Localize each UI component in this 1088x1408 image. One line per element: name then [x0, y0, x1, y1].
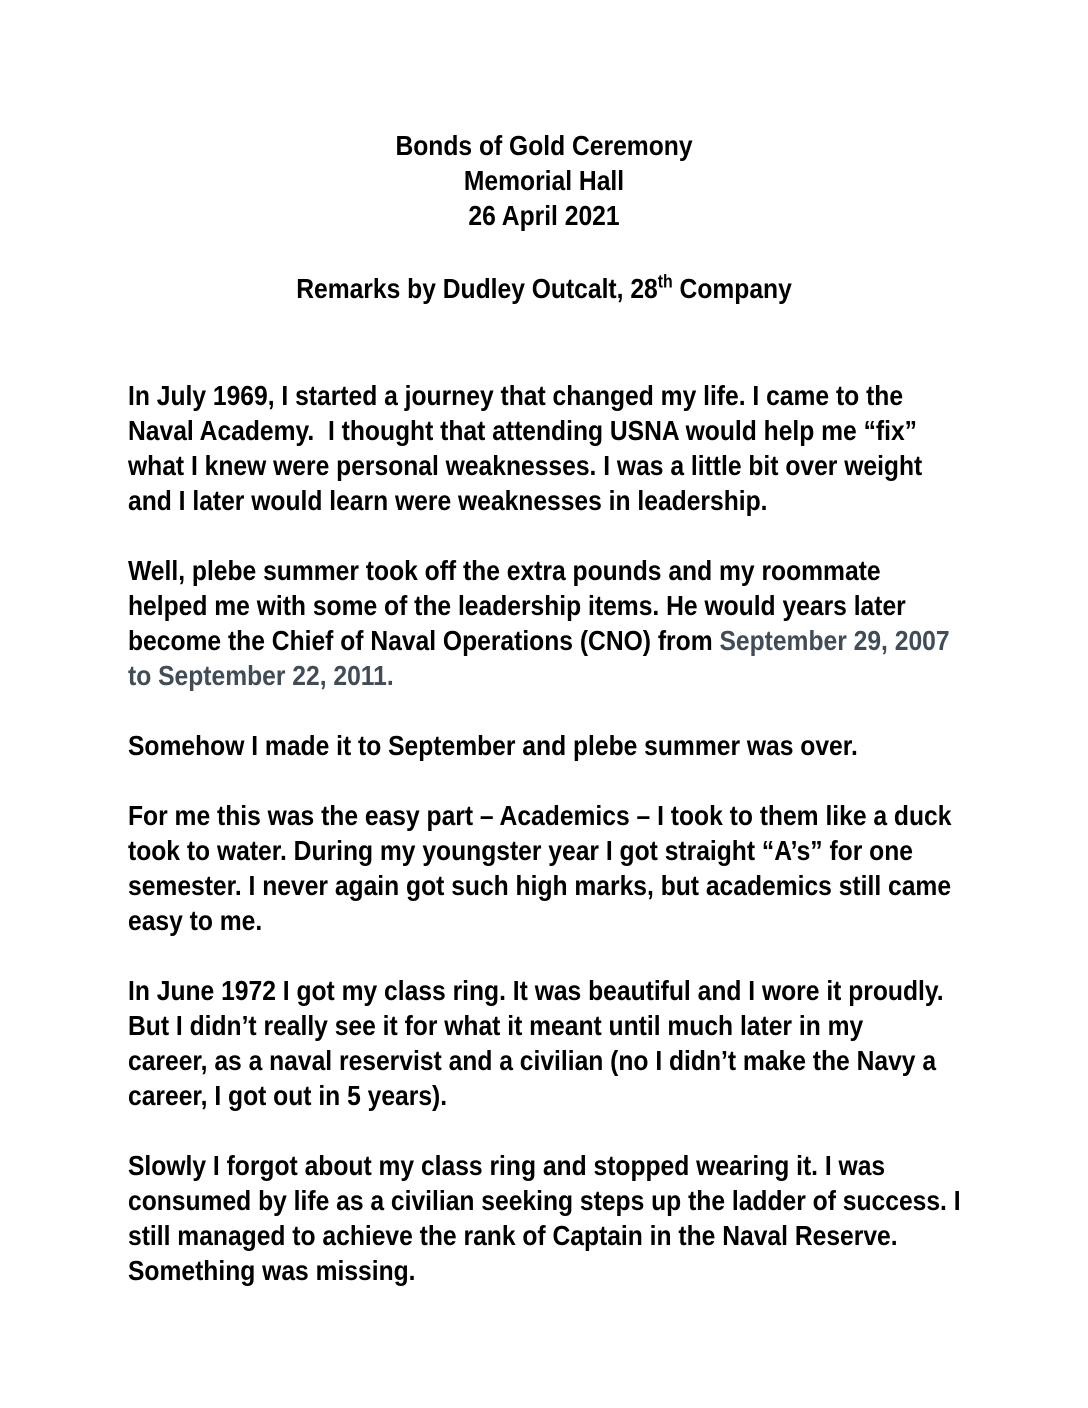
- text-line: [128, 1183, 973, 1218]
- paragraph: [128, 798, 1088, 938]
- text-line: [128, 378, 973, 413]
- text-line: [128, 728, 973, 763]
- body-text-run: Naval Academy. I thought that attending USNA would help me “fix”: [128, 415, 918, 446]
- paragraph: [128, 1148, 1088, 1288]
- body-text-run: For me this was the easy part – Academics – I took to them like a duck: [128, 800, 952, 831]
- document-body: [0, 378, 1088, 1288]
- document-title: Bonds of Gold Ceremony: [395, 130, 693, 161]
- text-line: [128, 1253, 973, 1288]
- body-text-run: But I didn’t really see it for what it meant until much later in my: [128, 1010, 864, 1041]
- text-line: [128, 658, 973, 693]
- text-line: [128, 1078, 973, 1113]
- text-line: [128, 1008, 973, 1043]
- text-line: [128, 413, 973, 448]
- paragraph: [128, 973, 1088, 1113]
- text-line: [128, 868, 973, 903]
- body-text-run: easy to me.: [128, 905, 263, 936]
- remarks-byline: [65, 271, 1022, 306]
- text-line: [128, 623, 973, 658]
- remarks-text-pre: Remarks by Dudley Outcalt, 28: [296, 273, 658, 304]
- text-line: [128, 833, 973, 868]
- accent-date-text: to September 22, 2011.: [128, 660, 394, 691]
- text-line: [128, 1148, 973, 1183]
- paragraph: [128, 728, 1088, 763]
- body-text-run: consumed by life as a civilian seeking steps up the ladder of success. I: [128, 1185, 961, 1216]
- body-text-run: Somehow I made it to September and plebe summer was over.: [128, 730, 858, 761]
- accent-date-text: September 29, 2007: [719, 625, 950, 656]
- remarks-text-post: Company: [672, 273, 792, 304]
- document-date: 26 April 2021: [468, 200, 620, 231]
- body-text-run: become the Chief of Naval Operations (CNO) from: [128, 625, 720, 656]
- body-text-run: still managed to achieve the rank of Captain in the Naval Reserve.: [128, 1220, 898, 1251]
- text-line: [128, 973, 973, 1008]
- text-line: [128, 798, 973, 833]
- body-text-run: semester. I never again got such high marks, but academics still came: [128, 870, 952, 901]
- document-subtitle-location: Memorial Hall: [463, 165, 625, 196]
- text-line: [128, 1218, 973, 1253]
- body-text-run: and I later would learn were weaknesses in leadership.: [128, 485, 768, 516]
- body-text-run: took to water. During my youngster year I got straight “A’s” for one: [128, 835, 913, 866]
- text-line: [128, 483, 973, 518]
- text-line: [128, 588, 973, 623]
- remarks-ordinal-suffix: th: [657, 271, 673, 292]
- text-line: [128, 448, 973, 483]
- body-text-run: In June 1972 I got my class ring. It was beautiful and I wore it proudly.: [128, 975, 944, 1006]
- body-text-run: what I knew were personal weaknesses. I was a little bit over weight: [128, 450, 923, 481]
- body-text-run: helped me with some of the leadership items. He would years later: [128, 590, 906, 621]
- text-line: [128, 553, 973, 588]
- body-text-run: career, I got out in 5 years).: [128, 1080, 448, 1111]
- paragraph: [128, 378, 1088, 518]
- body-text-run: Well, plebe summer took off the extra pounds and my roommate: [128, 555, 881, 586]
- text-line: [128, 1043, 973, 1078]
- body-text-run: In July 1969, I started a journey that changed my life. I came to the: [128, 380, 904, 411]
- text-line: [128, 903, 973, 938]
- body-text-run: career, as a naval reservist and a civilian (no I didn’t make the Navy a: [128, 1045, 937, 1076]
- paragraph: [128, 553, 1088, 693]
- body-text-run: Something was missing.: [128, 1255, 416, 1286]
- document-header: [0, 128, 1088, 233]
- body-text-run: Slowly I forgot about my class ring and stopped wearing it. I was: [128, 1150, 886, 1181]
